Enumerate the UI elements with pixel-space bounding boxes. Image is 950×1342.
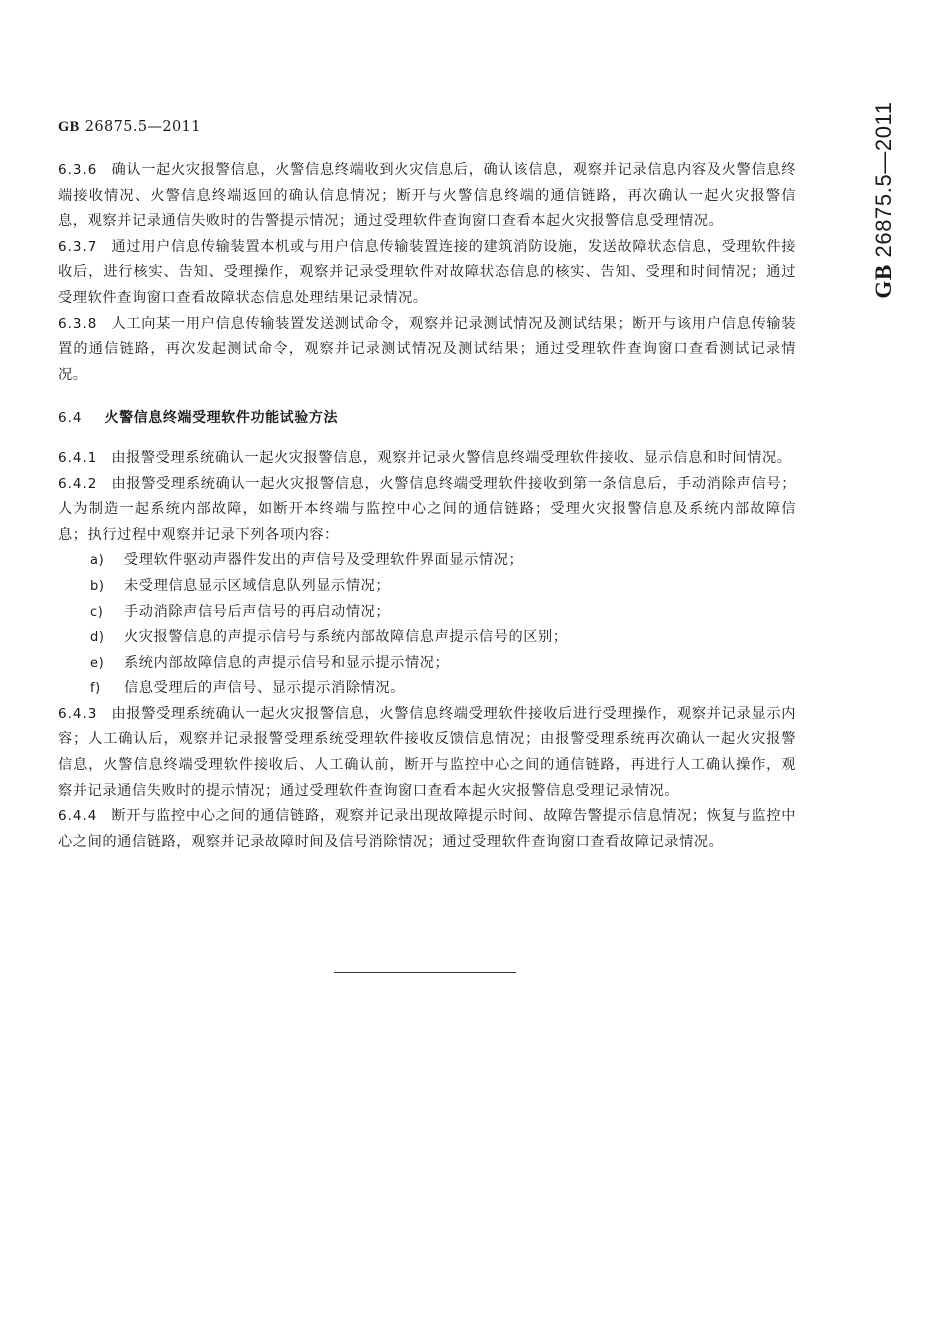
side-code-number: 26875.5—2011 — [871, 101, 896, 258]
list-text: 信息受理后的声信号、显示提示消除情况。 — [124, 680, 405, 697]
clause-number: 6.3.8 — [58, 315, 98, 332]
clause-text: 由报警受理系统确认一起火灾报警信息，火警信息终端受理软件接收后进行受理操作，观察并记录显示内容；人工确认后，观察并记录报警受理系统受理软件接收反馈信息情况；由报警受理系统再次确认一起火灾报警信息，火警信息终端受理软件接收后、人工确认前，断开与监控中心之间的通信链路，再进行人工确认操作，观察并记录通信失败时的提示情况；通过受理软件查询窗口查看本起火灾报警信息受理记录情况。 — [58, 705, 796, 799]
clause-number: 6.4.2 — [58, 475, 98, 492]
list-letter: b) — [90, 578, 105, 594]
clause-text: 由报警受理系统确认一起火灾报警信息，观察并记录火警信息终端受理软件接收、显示信息和时间情况。 — [111, 449, 792, 466]
clause-6-4-2 — [58, 472, 796, 549]
clause-6-4-3 — [58, 702, 796, 804]
clause-number: 6.4.3 — [58, 705, 98, 722]
clause-6-4-1 — [58, 446, 796, 472]
list-item-a — [58, 548, 796, 574]
list-text: 手动消除声信号后声信号的再启动情况； — [124, 603, 391, 620]
list-text: 受理软件驱动声器件发出的声信号及受理软件界面显示情况； — [124, 552, 524, 569]
list-item-e — [58, 651, 796, 677]
list-letter: c) — [90, 604, 104, 620]
list-letter: e) — [90, 655, 105, 671]
side-standard-code — [871, 101, 897, 298]
list-item-d — [58, 625, 796, 651]
list-letter: f) — [90, 681, 101, 697]
list-item-b — [58, 574, 796, 600]
page-header-code — [58, 119, 201, 136]
list-text: 系统内部故障信息的声提示信号和显示提示情况； — [124, 654, 450, 671]
clause-6-3-7 — [58, 235, 796, 312]
clause-number: 6.3.7 — [58, 238, 98, 255]
list-item-f — [58, 676, 796, 702]
clause-6-4-4 — [58, 804, 796, 855]
observation-list — [58, 548, 796, 702]
clause-6-3-8 — [58, 312, 796, 389]
clause-text: 由报警受理系统确认一起火灾报警信息，火警信息终端受理软件接收到第一条信息后，手动消除声信号；人为制造一起系统内部故障，如断开本终端与监控中心之间的通信链路；受理火灾报警信息及系统内部故障信息；执行过程中观察并记录下列各项内容： — [58, 475, 796, 543]
header-code-prefix: GB — [58, 119, 80, 135]
clause-number: 6.4.1 — [58, 449, 98, 466]
list-text: 未受理信息显示区域信息队列显示情况； — [124, 577, 391, 594]
list-text: 火灾报警信息的声提示信号与系统内部故障信息声提示信号的区别； — [124, 629, 568, 646]
clause-6-3-6 — [58, 158, 796, 235]
clause-number: 6.4.4 — [58, 808, 98, 825]
list-letter: a) — [90, 553, 105, 569]
clause-text: 确认一起火灾报警信息，火警信息终端收到火灾信息后，确认该信息，观察并记录信息内容及火警信息终端接收情况、火警信息终端返回的确认信息情况；断开与火警信息终端的通信链路，再次确认一起火灾报警信息，观察并记录通信失败时的告警提示情况；通过受理软件查询窗口查看本起火灾报警信息受理情况。 — [58, 162, 796, 230]
clause-text: 人工向某一用户信息传输装置发送测试命令，观察并记录测试情况及测试结果；断开与该用户信息传输装置的通信链路，再次发起测试命令，观察并记录测试情况及测试结果；通过受理软件查询窗口查看测试记录情况。 — [58, 315, 796, 383]
side-code-prefix: GB — [871, 264, 896, 299]
clause-text: 断开与监控中心之间的通信链路，观察并记录出现故障提示时间、故障告警提示信息情况；恢复与监控中心之间的通信链路，观察并记录故障时间及信号消除情况；通过受理软件查询窗口查看故障记录情况。 — [58, 808, 796, 850]
document-body — [58, 158, 796, 855]
clause-number: 6.3.6 — [58, 162, 98, 178]
clause-text: 通过用户信息传输装置本机或与用户信息传输装置连接的建筑消防设施，发送故障状态信息，受理软件接收后，进行核实、告知、受理操作，观察并记录受理软件对故障状态信息的核实、告知、受理和时间情况；通过受理软件查询窗口查看故障状态信息处理结果记录情况。 — [58, 238, 796, 306]
section-6-4-heading — [58, 406, 796, 432]
section-number: 6.4 — [58, 410, 83, 427]
section-title-text: 火警信息终端受理软件功能试验方法 — [104, 410, 339, 427]
list-letter: d) — [90, 630, 105, 646]
list-item-c — [58, 600, 796, 626]
header-code-number: 26875.5—2011 — [84, 119, 201, 135]
end-of-document-rule — [334, 972, 516, 973]
